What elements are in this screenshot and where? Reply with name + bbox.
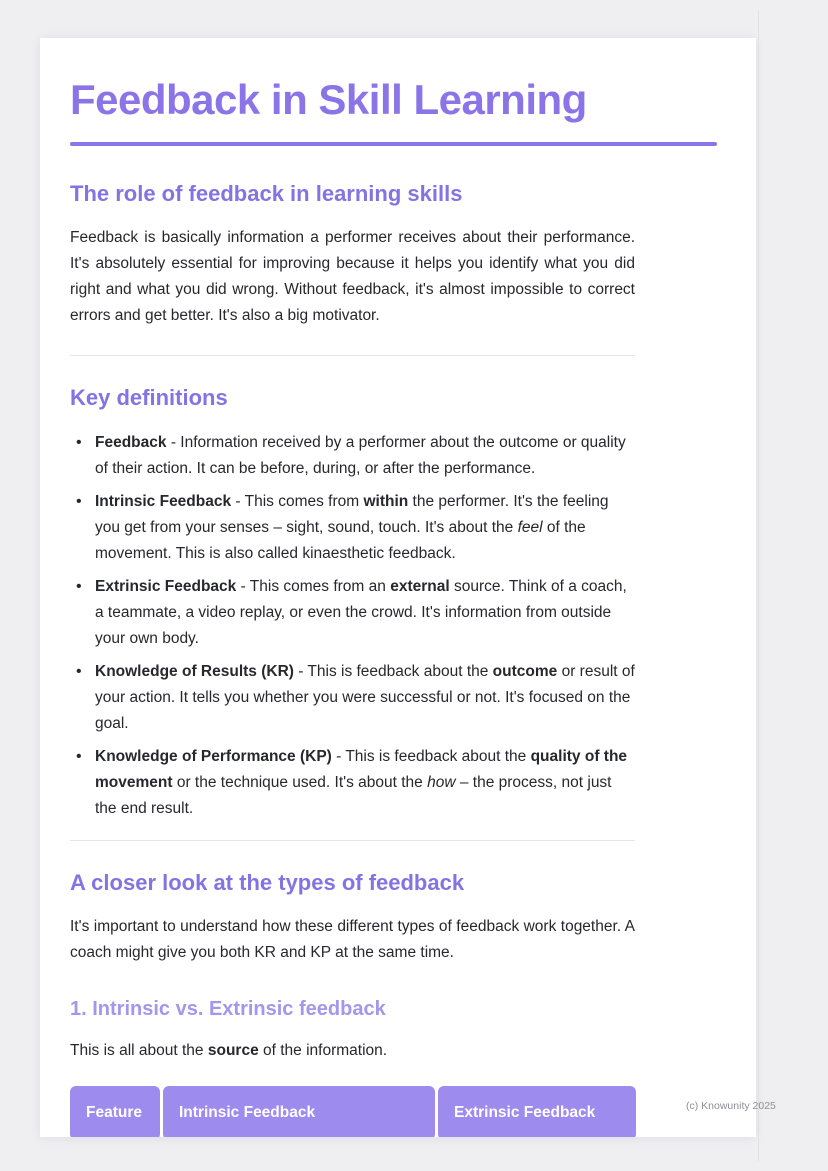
text-segment: - This comes from an: [236, 578, 391, 596]
text-segment: or result of your action. It tells you whether you were successful or not. It's focused on the goal.: [95, 663, 635, 733]
text-segment: source. Think of a coach, a teammate, a video replay, or even the crowd. It's information from outside your own body.: [95, 578, 627, 648]
text-segment: source: [207, 1042, 259, 1060]
text-segment: Knowledge of Performance (KP): [95, 748, 332, 766]
definition-item: [70, 744, 635, 822]
text-segment: Intrinsic Feedback: [95, 493, 232, 511]
title-underline-rule: [70, 142, 717, 146]
definition-item: [70, 574, 635, 652]
definition-item: [70, 659, 635, 737]
text-segment: quality of the movement: [95, 748, 628, 792]
text-segment: outcome: [492, 663, 558, 681]
section-heading-definitions: Key definitions: [70, 384, 228, 410]
text-segment: or the technique used. It's about the: [172, 774, 428, 792]
page-title: Feedback in Skill Learning: [70, 76, 587, 123]
text-segment: - This is feedback about the: [331, 748, 531, 766]
role-paragraph: Feedback is basically information a performer receives about their performance. It's absolutely essential for improving because it helps you identify what you did right and what you did wrong. Without feedback, it's almost impossible to correct errors and get better. It's also a big motivator.: [70, 228, 635, 324]
page-content: [40, 38, 717, 1137]
section-heading-role: The role of feedback in learning skills: [70, 181, 463, 207]
text-segment: external: [390, 578, 450, 596]
text-segment: the performer. It's the feeling you get from your senses – sight, sound, touch. It's about the: [95, 493, 609, 537]
table-header-cell: Feature: [70, 1086, 160, 1137]
text-segment: Feedback: [95, 434, 167, 452]
text-segment: of the movement. This is also called kinaesthetic feedback.: [95, 519, 586, 563]
text-column: [70, 180, 635, 1137]
text-segment: Extrinsic Feedback: [95, 578, 237, 596]
text-segment: – the process, not just the end result.: [95, 774, 612, 818]
text-segment: feel: [517, 519, 543, 537]
comparison-table-header-row: [70, 1086, 636, 1137]
definitions-list: [70, 430, 635, 822]
text-segment: - This comes from: [231, 493, 364, 511]
text-segment: how: [427, 774, 456, 792]
text-segment: of the information.: [258, 1042, 388, 1060]
page-edge-line: [758, 10, 759, 1161]
text-segment: - This is feedback about the: [293, 663, 493, 681]
text-segment: This is all about the: [70, 1042, 208, 1060]
section-divider: [70, 355, 635, 356]
table-header-cell: Extrinsic Feedback: [438, 1086, 636, 1137]
text-segment: Knowledge of Results (KR): [95, 663, 294, 681]
definition-item: [70, 489, 635, 567]
section-heading-closer-look: A closer look at the types of feedback: [70, 870, 465, 896]
document-page-card: [40, 38, 756, 1137]
definition-item: [70, 430, 635, 482]
subsection-heading-intrinsic-vs-extrinsic: 1. Intrinsic vs. Extrinsic feedback: [70, 998, 386, 1021]
text-segment: - Information received by a performer about the outcome or quality of their action. It can be before, during, or after the performance.: [95, 434, 626, 478]
closer-look-paragraph: It's important to understand how these different types of feedback work together. A coach might give you both KR and KP at the same time.: [70, 918, 635, 962]
text-segment: within: [363, 493, 409, 511]
watermark: (c) Knowunity 2025: [686, 1100, 776, 1112]
table-header-cell: Intrinsic Feedback: [163, 1086, 435, 1137]
section-divider: [70, 840, 635, 841]
source-paragraph: [70, 1038, 635, 1064]
